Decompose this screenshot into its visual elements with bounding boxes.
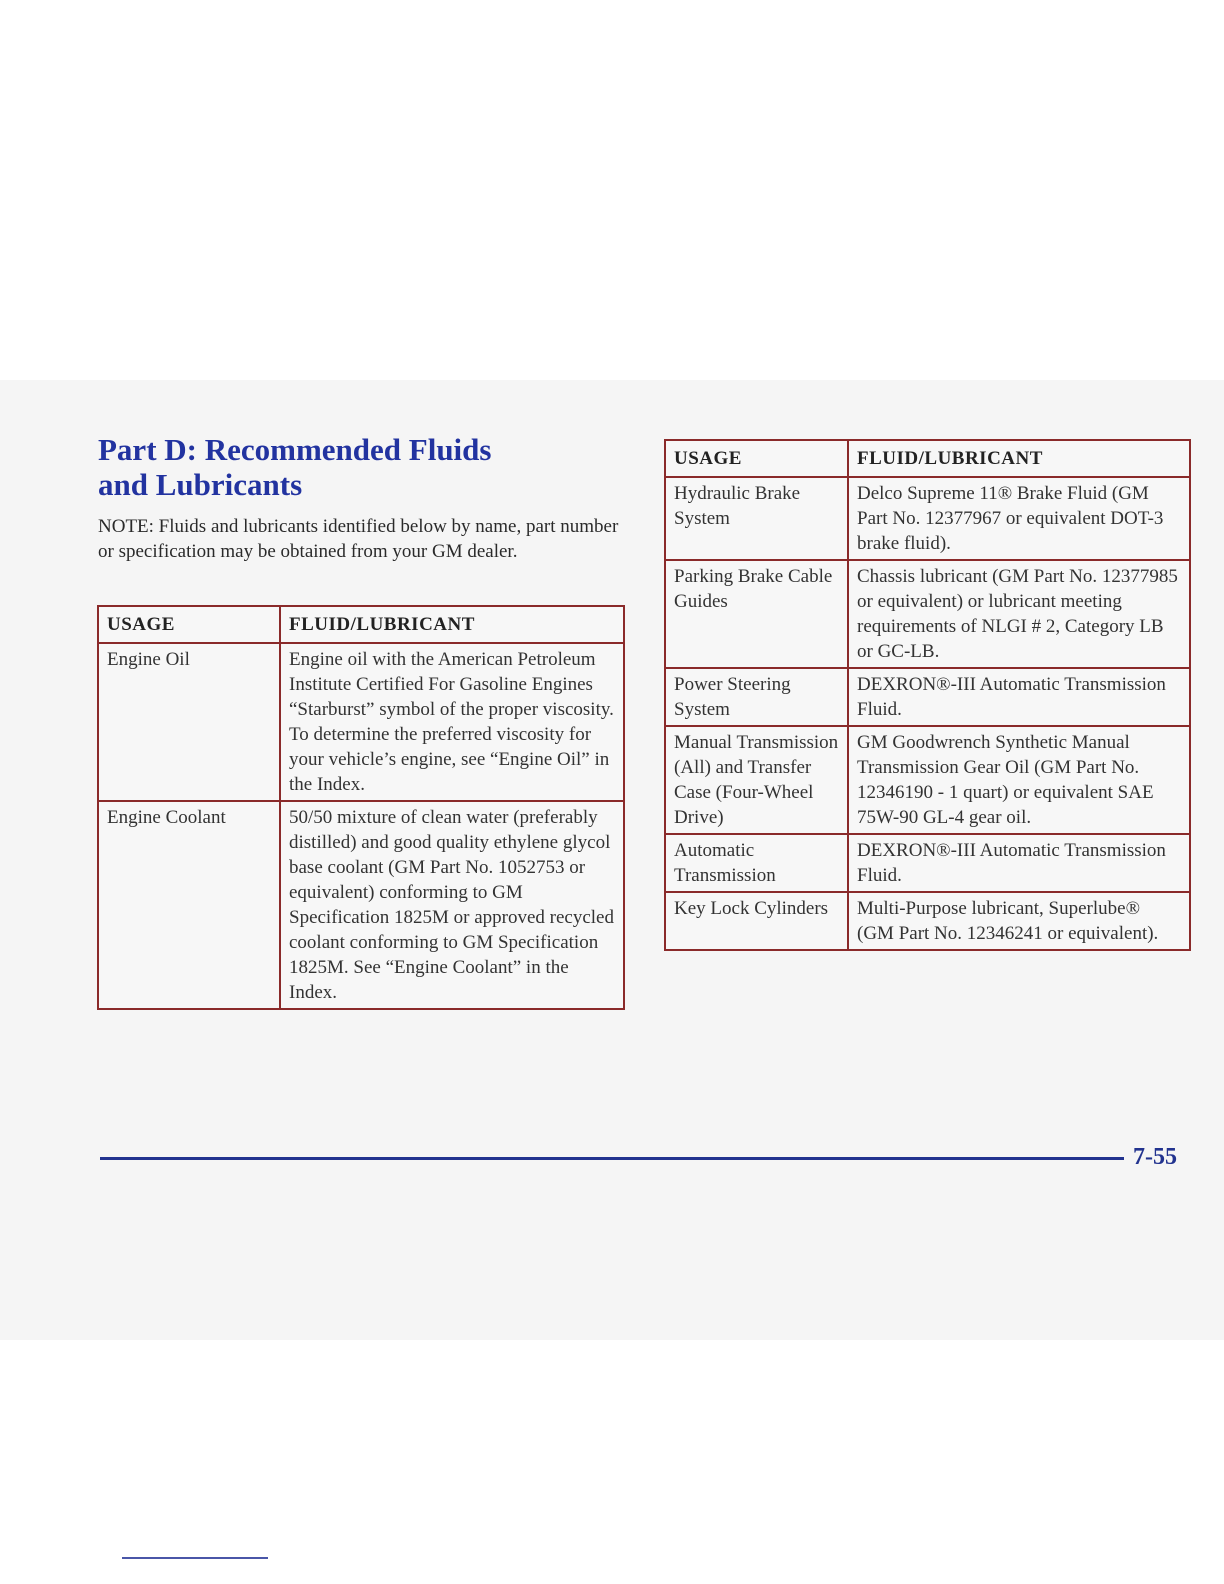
footer-rule (100, 1157, 1124, 1160)
table-row (665, 560, 1190, 668)
table-row (98, 643, 624, 801)
table-row (665, 834, 1190, 892)
usage-cell: Key Lock Cylinders (665, 892, 848, 950)
title-line-1: Part D: Recommended Fluids (98, 432, 492, 467)
page-number: 7-55 (1133, 1144, 1177, 1170)
bottom-divider (122, 1557, 268, 1559)
fluid-cell: Engine oil with the American Petroleum Institute Certified For Gasoline Engines “Starburst” symbol of the proper viscosity. To determine the preferred viscosity for your vehicle’s engine, see “Engine Oil” in the Index. (280, 643, 624, 801)
usage-cell: Engine Oil (98, 643, 280, 801)
fluid-cell: GM Goodwrench Synthetic Manual Transmission Gear Oil (GM Part No. 12346190 - 1 quart) or equivalent SAE 75W-90 GL-4 gear oil. (848, 726, 1190, 834)
table-header-row (98, 606, 624, 643)
table-row (98, 801, 624, 1009)
fluid-cell: Multi-Purpose lubricant, Superlube® (GM Part No. 12346241 or equivalent). (848, 892, 1190, 950)
fluid-cell: DEXRON®-III Automatic Transmission Fluid. (848, 834, 1190, 892)
note-paragraph: NOTE: Fluids and lubricants identified below by name, part number or specification may be obtained from your GM dealer. (98, 516, 619, 562)
table-header-row (665, 440, 1190, 477)
fluids-table-right (664, 439, 1191, 951)
table-row (665, 477, 1190, 560)
usage-cell: Manual Transmission (All) and Transfer Case (Four-Wheel Drive) (665, 726, 848, 834)
fluid-cell: Delco Supreme 11® Brake Fluid (GM Part No. 12377967 or equivalent DOT-3 brake fluid). (848, 477, 1190, 560)
table-row (665, 726, 1190, 834)
fluid-cell: Chassis lubricant (GM Part No. 12377985 or equivalent) or lubricant meeting requirements of NLGI # 2, Category LB or GC-LB. (848, 560, 1190, 668)
fluid-header: FLUID/LUBRICANT (848, 440, 1190, 477)
fluid-cell: 50/50 mixture of clean water (preferably distilled) and good quality ethylene glycol base coolant (GM Part No. 1052753 or equivalent) conforming to GM Specification 1825M or approved recycled coolant conforming to GM Specification 1825M. See “Engine Coolant” in the Index. (280, 801, 624, 1009)
fluids-table-left (97, 605, 625, 1010)
usage-cell: Parking Brake Cable Guides (665, 560, 848, 668)
usage-cell: Power Steering System (665, 668, 848, 726)
usage-cell: Engine Coolant (98, 801, 280, 1009)
table-row (665, 668, 1190, 726)
fluid-header: FLUID/LUBRICANT (280, 606, 624, 643)
fluid-cell: DEXRON®-III Automatic Transmission Fluid. (848, 668, 1190, 726)
usage-header: USAGE (98, 606, 280, 643)
usage-cell: Automatic Transmission (665, 834, 848, 892)
usage-cell: Hydraulic Brake System (665, 477, 848, 560)
title-line-2: and Lubricants (98, 467, 303, 502)
table-row (665, 892, 1190, 950)
usage-header: USAGE (665, 440, 848, 477)
page-title (98, 432, 618, 502)
